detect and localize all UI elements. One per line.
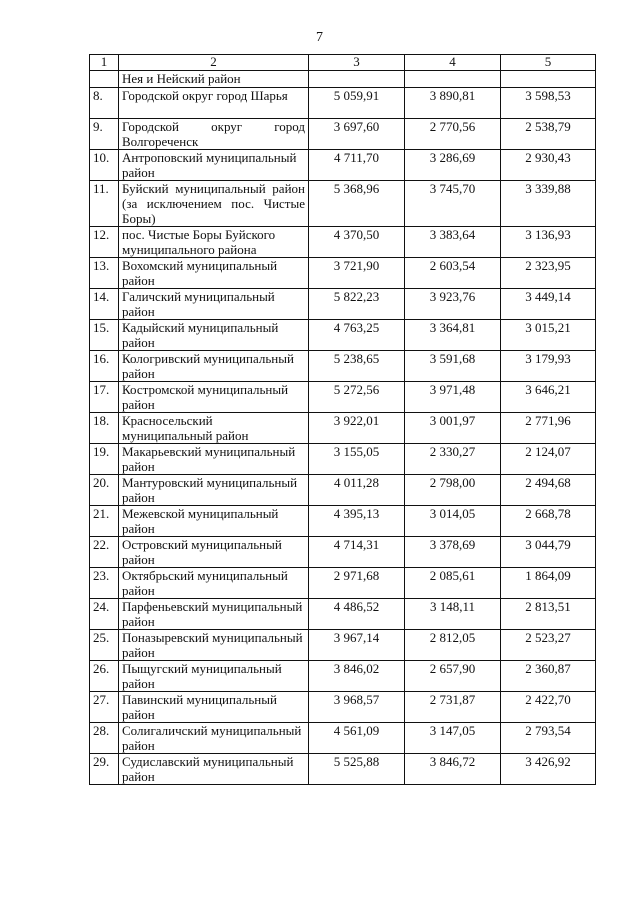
value-col4: 2 330,27	[405, 444, 501, 475]
value-col3: 4 763,25	[309, 320, 405, 351]
value-col4: 3 846,72	[405, 754, 501, 785]
value-col5: 2 360,87	[501, 661, 596, 692]
value-col5: 3 015,21	[501, 320, 596, 351]
value-col4: 3 383,64	[405, 227, 501, 258]
table-row	[90, 444, 596, 475]
district-name: Солигаличский муниципальный район	[119, 723, 309, 754]
row-number: 16.	[90, 351, 119, 382]
value-col3: 3 721,90	[309, 258, 405, 289]
row-number: 27.	[90, 692, 119, 723]
table-row	[90, 661, 596, 692]
table-row	[90, 88, 596, 119]
table-row	[90, 181, 596, 227]
value-col5: 2 422,70	[501, 692, 596, 723]
value-col4: 2 657,90	[405, 661, 501, 692]
value-col4: 3 591,68	[405, 351, 501, 382]
district-name: Пыщугский муниципальный район	[119, 661, 309, 692]
table-row	[90, 692, 596, 723]
page-number: 7	[316, 30, 323, 45]
value-col5: 3 136,93	[501, 227, 596, 258]
value-col5: 2 668,78	[501, 506, 596, 537]
value-col4: 3 148,11	[405, 599, 501, 630]
district-name: Кадыйский муниципальный район	[119, 320, 309, 351]
district-name: Галичский муниципальный район	[119, 289, 309, 320]
value-col4: 3 286,69	[405, 150, 501, 181]
value-col4: 3 001,97	[405, 413, 501, 444]
row-number: 9.	[90, 119, 119, 150]
value-col3: 4 370,50	[309, 227, 405, 258]
table-row	[90, 754, 596, 785]
table-body	[90, 55, 596, 785]
row-number: 25.	[90, 630, 119, 661]
value-col5: 3 044,79	[501, 537, 596, 568]
value-col3: 3 697,60	[309, 119, 405, 150]
district-name: Октябрьский муниципальный район	[119, 568, 309, 599]
table-row	[90, 537, 596, 568]
row-number: 28.	[90, 723, 119, 754]
district-name: Макарьевский муниципальный район	[119, 444, 309, 475]
column-header: 2	[119, 55, 309, 71]
table-row	[90, 289, 596, 320]
value-col4: 3 014,05	[405, 506, 501, 537]
value-col5: 3 339,88	[501, 181, 596, 227]
row-number: 19.	[90, 444, 119, 475]
table-row	[90, 119, 596, 150]
row-number: 15.	[90, 320, 119, 351]
value-col4: 3 923,76	[405, 289, 501, 320]
value-col5: 3 426,92	[501, 754, 596, 785]
value-col5: 2 538,79	[501, 119, 596, 150]
row-number: 13.	[90, 258, 119, 289]
value-col4: 3 971,48	[405, 382, 501, 413]
district-name: Городской округ город Волгореченск	[119, 119, 309, 150]
value-col4: 2 603,54	[405, 258, 501, 289]
value-col3: 5 368,96	[309, 181, 405, 227]
column-header: 3	[309, 55, 405, 71]
table-row	[90, 630, 596, 661]
table-row	[90, 150, 596, 181]
value-col5: 2 494,68	[501, 475, 596, 506]
row-number: 23.	[90, 568, 119, 599]
value-col5: 2 793,54	[501, 723, 596, 754]
value-col3: 3 967,14	[309, 630, 405, 661]
district-name: Буйский муниципальный район (за исключением пос. Чистые Боры)	[119, 181, 309, 227]
column-header: 5	[501, 55, 596, 71]
value-col3: 5 822,23	[309, 289, 405, 320]
value-col3: 4 011,28	[309, 475, 405, 506]
district-name: Кологривский муниципальный район	[119, 351, 309, 382]
value-col4: 3 890,81	[405, 88, 501, 119]
value-col3: 5 059,91	[309, 88, 405, 119]
value-col4: 3 745,70	[405, 181, 501, 227]
value-col4: 2 798,00	[405, 475, 501, 506]
column-header: 1	[90, 55, 119, 71]
value-col3: 2 971,68	[309, 568, 405, 599]
continuation-row	[90, 71, 596, 88]
table-row	[90, 475, 596, 506]
table-row	[90, 258, 596, 289]
value-cell	[309, 71, 405, 88]
row-number: 26.	[90, 661, 119, 692]
value-col5: 3 449,14	[501, 289, 596, 320]
district-name: Антроповский муниципальный район	[119, 150, 309, 181]
row-number: 10.	[90, 150, 119, 181]
value-col3: 5 272,56	[309, 382, 405, 413]
value-col5: 2 124,07	[501, 444, 596, 475]
value-col3: 4 395,13	[309, 506, 405, 537]
value-col4: 2 812,05	[405, 630, 501, 661]
value-col3: 3 922,01	[309, 413, 405, 444]
district-name: Судиславский муниципальный район	[119, 754, 309, 785]
row-number-cell	[90, 71, 119, 88]
value-col5: 2 323,95	[501, 258, 596, 289]
table-row	[90, 227, 596, 258]
value-col5: 2 523,27	[501, 630, 596, 661]
row-number: 18.	[90, 413, 119, 444]
value-col5: 3 646,21	[501, 382, 596, 413]
district-name: Межевской муниципальный район	[119, 506, 309, 537]
district-name: Павинский муниципальный район	[119, 692, 309, 723]
table-row	[90, 382, 596, 413]
district-name: Костромской муниципальный район	[119, 382, 309, 413]
district-name: пос. Чистые Боры Буйского муниципального района	[119, 227, 309, 258]
district-name: Островский муниципальный район	[119, 537, 309, 568]
value-col3: 4 486,52	[309, 599, 405, 630]
value-col5: 1 864,09	[501, 568, 596, 599]
table-row	[90, 568, 596, 599]
value-col3: 3 155,05	[309, 444, 405, 475]
header-row	[90, 55, 596, 71]
row-number: 20.	[90, 475, 119, 506]
value-col5: 2 930,43	[501, 150, 596, 181]
district-name: Городской округ город Шарья	[119, 88, 309, 119]
value-col4: 2 085,61	[405, 568, 501, 599]
table-row	[90, 599, 596, 630]
table-row	[90, 506, 596, 537]
district-name: Поназыревский муниципальный район	[119, 630, 309, 661]
row-number: 22.	[90, 537, 119, 568]
value-col5: 2 771,96	[501, 413, 596, 444]
value-col4: 2 731,87	[405, 692, 501, 723]
value-cell	[501, 71, 596, 88]
value-col3: 3 846,02	[309, 661, 405, 692]
row-number: 17.	[90, 382, 119, 413]
district-name: Нея и Нейский район	[119, 71, 309, 88]
row-number: 8.	[90, 88, 119, 119]
district-name: Вохомский муниципальный район	[119, 258, 309, 289]
value-col3: 3 968,57	[309, 692, 405, 723]
value-col4: 2 770,56	[405, 119, 501, 150]
row-number: 21.	[90, 506, 119, 537]
district-name: Красносельский муниципальный район	[119, 413, 309, 444]
column-header: 4	[405, 55, 501, 71]
row-number: 11.	[90, 181, 119, 227]
district-name: Мантуровский муниципальный район	[119, 475, 309, 506]
value-col3: 5 238,65	[309, 351, 405, 382]
value-col5: 3 598,53	[501, 88, 596, 119]
row-number: 12.	[90, 227, 119, 258]
row-number: 14.	[90, 289, 119, 320]
value-col3: 5 525,88	[309, 754, 405, 785]
value-col3: 4 711,70	[309, 150, 405, 181]
district-name: Парфеньевский муниципальный район	[119, 599, 309, 630]
value-cell	[405, 71, 501, 88]
data-table	[89, 54, 596, 785]
value-col3: 4 714,31	[309, 537, 405, 568]
table-row	[90, 723, 596, 754]
value-col4: 3 378,69	[405, 537, 501, 568]
row-number: 29.	[90, 754, 119, 785]
table-row	[90, 413, 596, 444]
value-col5: 2 813,51	[501, 599, 596, 630]
row-number: 24.	[90, 599, 119, 630]
value-col3: 4 561,09	[309, 723, 405, 754]
value-col4: 3 364,81	[405, 320, 501, 351]
table-row	[90, 351, 596, 382]
value-col5: 3 179,93	[501, 351, 596, 382]
table-row	[90, 320, 596, 351]
value-col4: 3 147,05	[405, 723, 501, 754]
